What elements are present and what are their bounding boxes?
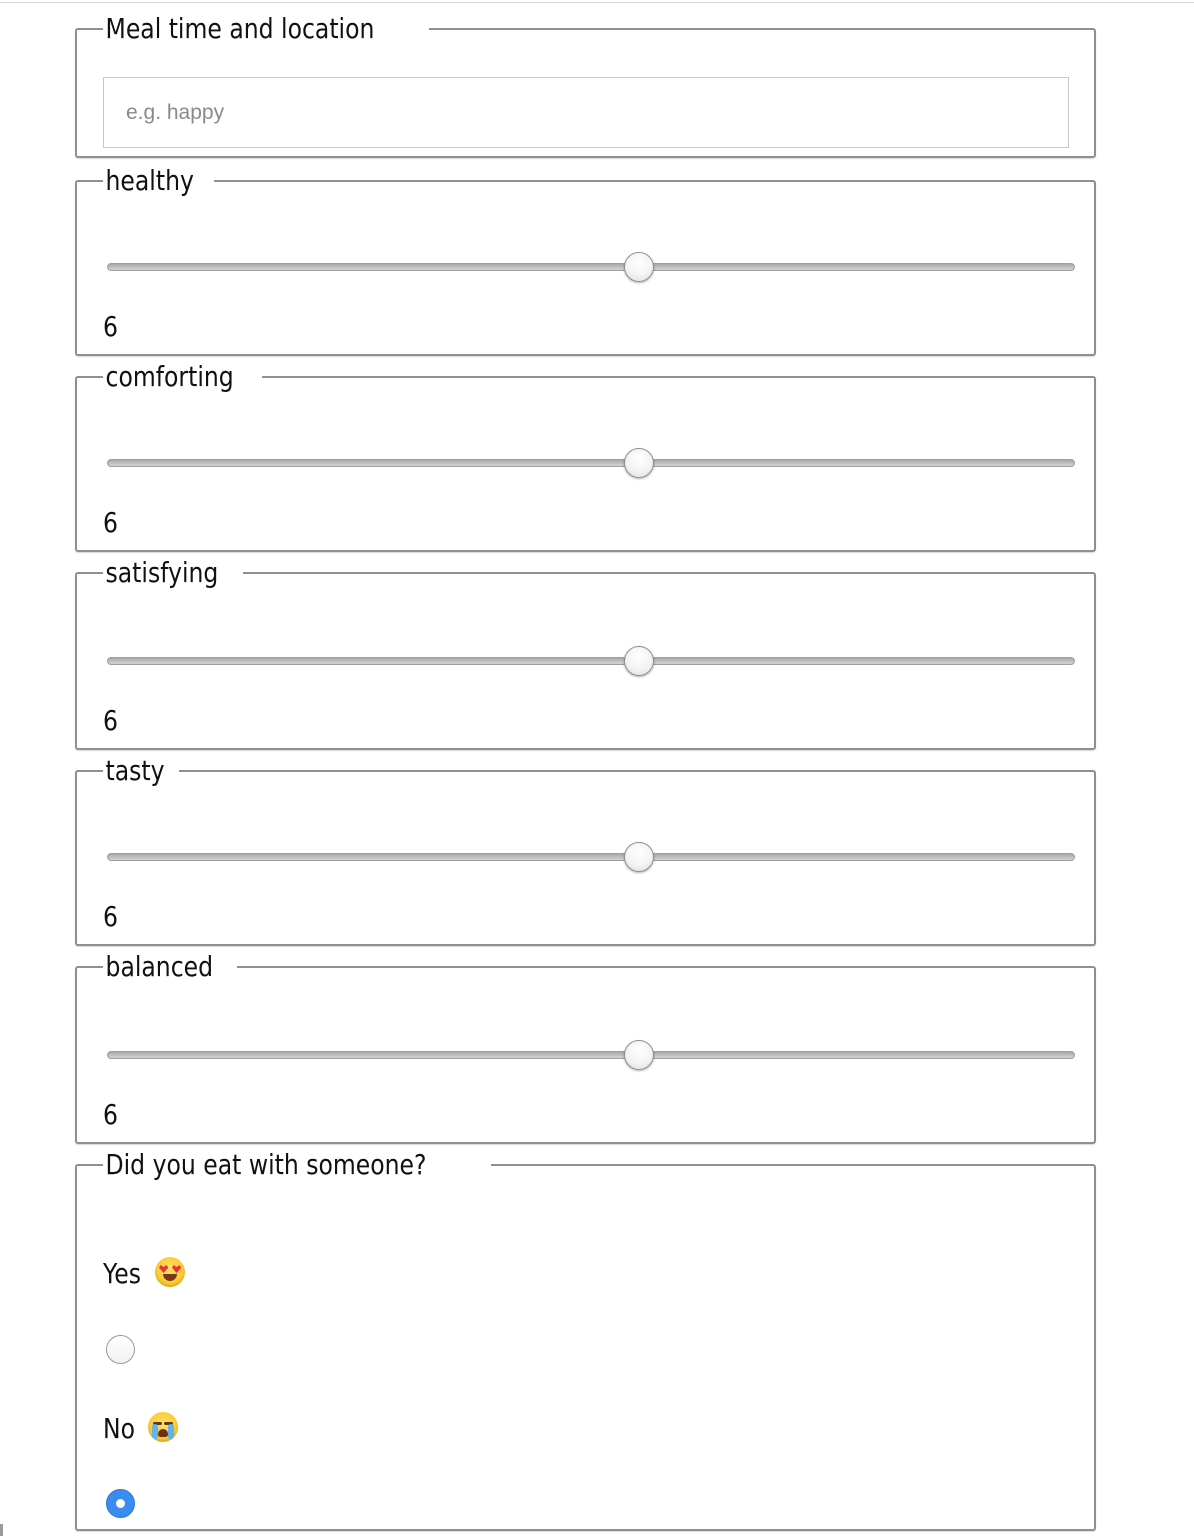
meal-time-location-input[interactable]	[103, 77, 1069, 148]
option-yes-label	[103, 1257, 185, 1290]
healthy-legend: healthy	[105, 164, 194, 197]
comforting-slider-thumb[interactable]	[624, 448, 654, 478]
healthy-slider-thumb[interactable]	[624, 252, 654, 282]
scroll-edge-shade	[0, 1524, 3, 1536]
balanced-legend: balanced	[105, 950, 214, 983]
option-no-text: No	[103, 1412, 135, 1445]
tasty-value: 6	[103, 900, 118, 933]
heart-eyes-emoji-icon	[155, 1257, 185, 1287]
option-yes-radio[interactable]	[106, 1335, 135, 1364]
option-no-label	[103, 1412, 178, 1445]
tasty-group	[75, 756, 1096, 946]
satisfying-group	[75, 558, 1096, 750]
balanced-slider-track[interactable]	[107, 1051, 1075, 1059]
satisfying-value: 6	[103, 704, 118, 737]
eat-with-someone-group	[75, 1150, 1096, 1531]
tasty-legend: tasty	[105, 754, 165, 787]
option-yes-text: Yes	[103, 1257, 141, 1290]
tasty-slider-track[interactable]	[107, 853, 1075, 861]
balanced-slider-thumb[interactable]	[624, 1040, 654, 1070]
crying-face-emoji-icon	[148, 1412, 178, 1442]
healthy-slider-track[interactable]	[107, 263, 1075, 271]
satisfying-legend: satisfying	[105, 556, 219, 589]
tasty-slider-thumb[interactable]	[624, 842, 654, 872]
comforting-value: 6	[103, 506, 118, 539]
satisfying-slider-thumb[interactable]	[624, 646, 654, 676]
top-divider	[0, 2, 1194, 3]
healthy-value: 6	[103, 310, 118, 343]
option-no-radio[interactable]	[106, 1489, 135, 1518]
comforting-legend: comforting	[105, 360, 234, 393]
comforting-group	[75, 362, 1096, 552]
comforting-slider-track[interactable]	[107, 459, 1075, 467]
eat-with-someone-legend: Did you eat with someone?	[105, 1148, 427, 1181]
meal-time-location-legend: Meal time and location	[105, 12, 375, 45]
balanced-value: 6	[103, 1098, 118, 1131]
balanced-group	[75, 952, 1096, 1144]
meal-time-location-group	[75, 14, 1096, 158]
satisfying-slider-track[interactable]	[107, 657, 1075, 665]
healthy-group	[75, 166, 1096, 356]
